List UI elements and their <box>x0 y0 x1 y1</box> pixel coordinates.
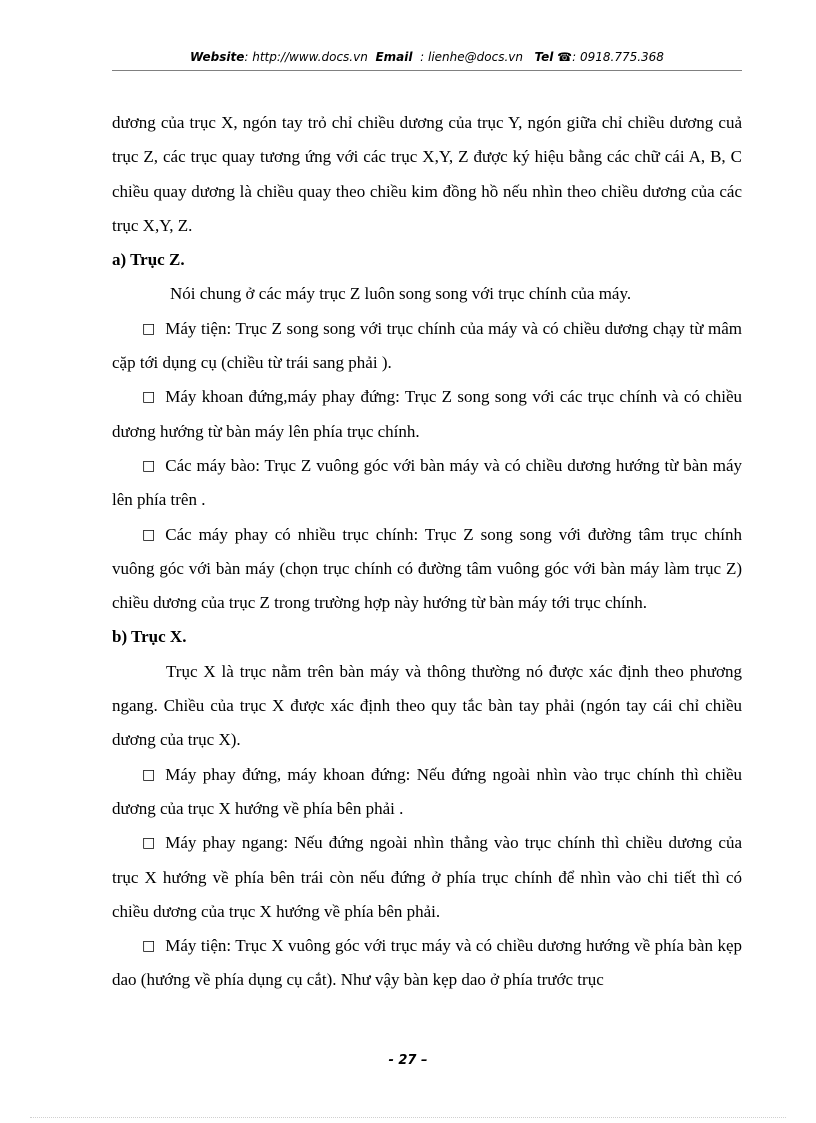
list-item <box>112 758 742 827</box>
section-a-paragraph: Nói chung ở các máy trục Z luôn song song với trục chính của máy. <box>170 284 632 304</box>
page-number: - 27 – <box>388 1053 428 1068</box>
list-item-text: Các máy bào: Trục Z vuông góc với bàn máy và có chiều dương hướng từ bàn máy lên phía trên . <box>112 455 742 510</box>
tel-value: : 0918.775.368 <box>572 50 664 64</box>
list-item <box>112 929 742 998</box>
list-item <box>112 518 742 621</box>
bullet-box-icon: □ <box>142 320 156 337</box>
section-b-heading: b) Trục X. <box>112 627 187 647</box>
bullet-box-icon: □ <box>142 835 156 852</box>
list-item <box>112 449 742 518</box>
list-item-text: Các máy phay có nhiều trục chính: Trục Z song song với đường tâm trục chính vuông góc với bàn máy (chọn trục chính có đường tâm vuông góc với bàn máy làm trục Z) chiều dương của trục Z trong trường hợp này hướng từ bàn máy tới trục chính. <box>112 524 742 613</box>
header-divider <box>112 70 742 71</box>
bullet-box-icon: □ <box>142 457 156 474</box>
list-item-text: Máy khoan đứng,máy phay đứng: Trục Z song song với các trục chính và có chiều dương hướng từ bàn máy lên phía trục chính. <box>112 387 742 441</box>
list-item-text: Máy phay đứng, máy khoan đứng: Nếu đứng ngoài nhìn vào trục chính thì chiều dương của trục X hướng về phía bên phải . <box>112 764 742 818</box>
bullet-box-icon: □ <box>142 389 156 406</box>
list-item-text: Máy tiện: Trục X vuông góc với trục máy và có chiều dương hướng về phía bàn kẹp dao (hướng về phía dụng cụ cắt). Như vậy bàn kẹp dao ở phía trước trục <box>112 936 742 990</box>
section-a-heading: a) Trục Z. <box>112 250 185 270</box>
email-label: Email <box>375 50 413 64</box>
document-body <box>112 106 742 998</box>
bullet-box-icon: □ <box>142 938 156 955</box>
list-item <box>112 312 742 381</box>
page-header <box>112 50 742 64</box>
website-value: : http://www.docs.vn <box>244 50 368 64</box>
list-item-text: Máy phay ngang: Nếu đứng ngoài nhìn thẳng vào trục chính thì chiều dương của trục X hướng về phía bên trái còn nếu đứng ở phía trục chính để nhìn vào chi tiết thì có chiều dương của trục X hướng về phía bên phải. <box>112 833 742 921</box>
website-label: Website <box>190 50 245 64</box>
email-value: : lienhe@docs.vn <box>420 50 523 64</box>
bullet-box-icon: □ <box>142 766 156 783</box>
list-item <box>112 380 742 449</box>
tel-label: Tel <box>534 50 554 64</box>
telephone-icon: ☎ <box>557 50 573 64</box>
section-b-paragraph: Trục X là trục nằm trên bàn máy và thông thường nó được xác định theo phương ngang. Chiều của trục X được xác định theo quy tắc bàn tay phải (ngón tay cái chỉ chiều dương của trục X). <box>112 661 742 750</box>
bullet-box-icon: □ <box>142 526 156 543</box>
list-item-text: Máy tiện: Trục Z song song với trục chính của máy và có chiều dương chạy từ mâm cặp tới dụng cụ (chiều từ trái sang phải ). <box>112 318 742 373</box>
intro-paragraph: dương của trục X, ngón tay trỏ chỉ chiều dương của trục Y, ngón giữa chỉ chiều dương cuả trục Z, các trục quay tương ứng với các trục X,Y, Z được ký hiệu bằng các chữ cái A, B, C chiều quay dương là chiều quay theo chiều kim đồng hồ nếu nhìn theo chiều dương của các trục X,Y, Z. <box>112 113 742 235</box>
bottom-dotted-divider <box>30 1117 786 1118</box>
list-item <box>112 826 742 929</box>
